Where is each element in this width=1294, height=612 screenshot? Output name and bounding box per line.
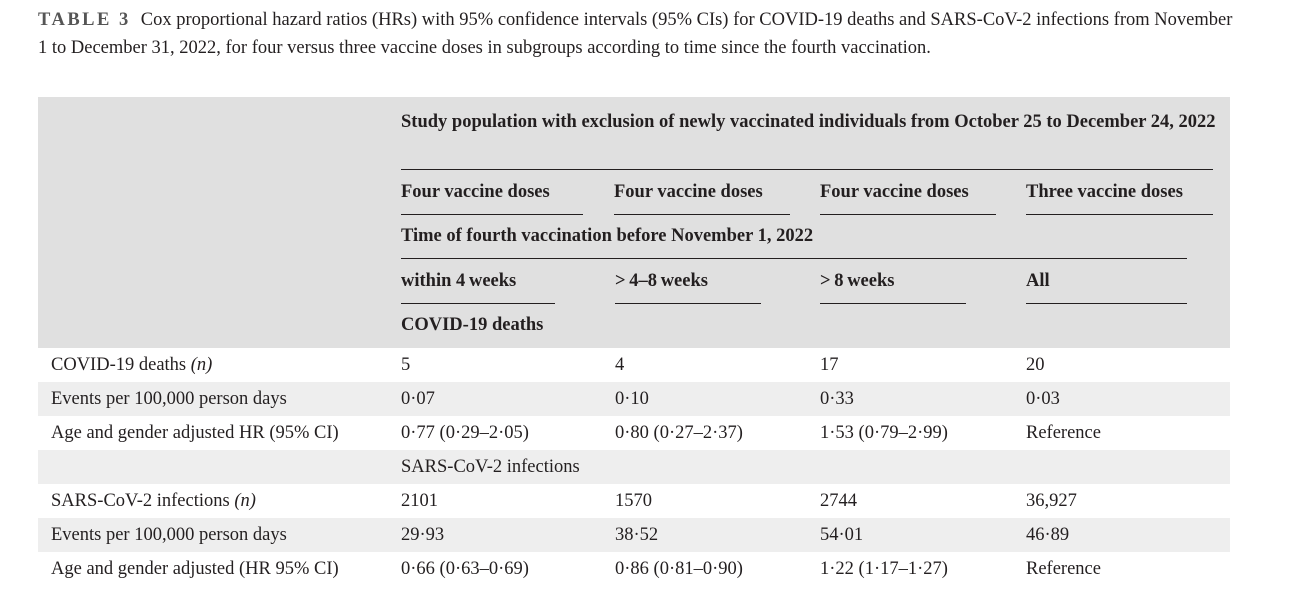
dose-group-heading: Four vaccine doses <box>401 182 550 202</box>
row-label: COVID-19 deaths (n) <box>51 355 213 375</box>
section-heading-deaths: COVID-19 deaths <box>401 315 544 335</box>
table-cell: 0·33 <box>820 389 854 409</box>
timing-group-heading: All <box>1026 271 1050 291</box>
table-row <box>38 484 1230 518</box>
table-cell: Reference <box>1026 423 1101 443</box>
study-population-heading: Study population with exclusion of newly vaccinated individuals from October 25 to December 24, 2022 <box>401 112 1216 132</box>
table-cell: 1570 <box>615 491 652 511</box>
header-rule <box>614 214 790 215</box>
results-table <box>38 97 1230 586</box>
table-cell: 54·01 <box>820 525 864 545</box>
row-label: Age and gender adjusted (HR 95% CI) <box>51 559 339 579</box>
table-cell: 0·66 (0·63–0·69) <box>401 559 529 579</box>
timing-group-heading: > 8 weeks <box>820 271 895 291</box>
header-rule <box>615 303 761 304</box>
header-rule <box>820 214 996 215</box>
header-rule <box>820 303 966 304</box>
table-header <box>38 97 1230 348</box>
header-rule <box>1026 303 1187 304</box>
timing-group-heading: > 4–8 weeks <box>615 271 708 291</box>
table-cell: 0·77 (0·29–2·05) <box>401 423 529 443</box>
table-cell: 0·03 <box>1026 389 1060 409</box>
table-label: TABLE 3 <box>38 10 131 30</box>
header-rule <box>1026 214 1213 215</box>
table-cell: 4 <box>615 355 625 375</box>
table-cell: 5 <box>401 355 411 375</box>
table-cell: Reference <box>1026 559 1101 579</box>
table-row <box>38 416 1230 450</box>
header-rule <box>401 258 1187 259</box>
table-row <box>38 382 1230 416</box>
table-cell: 29·93 <box>401 525 445 545</box>
dose-group-heading: Four vaccine doses <box>820 182 969 202</box>
table-cell: 0·86 (0·81–0·90) <box>615 559 743 579</box>
header-rule <box>401 303 555 304</box>
table-cell: 1·22 (1·17–1·27) <box>820 559 948 579</box>
table-body <box>38 348 1230 586</box>
header-rule <box>401 214 583 215</box>
table-cell: 20 <box>1026 355 1045 375</box>
table-row <box>38 348 1230 382</box>
row-label: Events per 100,000 person days <box>51 525 287 545</box>
table-cell: 36,927 <box>1026 491 1077 511</box>
table-cell: 2744 <box>820 491 857 511</box>
table-cell: 0·10 <box>615 389 649 409</box>
header-rule <box>401 169 1213 170</box>
row-label: SARS-CoV-2 infections (n) <box>51 491 256 511</box>
table-cell: 17 <box>820 355 839 375</box>
dose-group-heading: Four vaccine doses <box>614 182 763 202</box>
table-cell: 38·52 <box>615 525 659 545</box>
section-heading-infections: SARS-CoV-2 infections <box>401 457 580 477</box>
table-cell: 2101 <box>401 491 438 511</box>
row-label: Age and gender adjusted HR (95% CI) <box>51 423 339 443</box>
table-caption <box>38 6 1238 62</box>
table-cell: 0·07 <box>401 389 435 409</box>
table-cell: 46·89 <box>1026 525 1070 545</box>
section-row-infections <box>38 450 1230 484</box>
dose-group-heading: Three vaccine doses <box>1026 182 1183 202</box>
table-cell: 0·80 (0·27–2·37) <box>615 423 743 443</box>
caption-text: Cox proportional hazard ratios (HRs) with 95% confidence intervals (95% CIs) for COVID-19 deaths and SARS-CoV-2 infections from November 1 to December 31, 2022, for four versus three vaccine doses in subgroups according to time since the fourth vaccination. <box>38 10 1233 58</box>
row-label: Events per 100,000 person days <box>51 389 287 409</box>
table-row <box>38 552 1230 586</box>
table-row <box>38 518 1230 552</box>
timing-heading: Time of fourth vaccination before November 1, 2022 <box>401 226 814 246</box>
timing-group-heading: within 4 weeks <box>401 271 517 291</box>
table-cell: 1·53 (0·79–2·99) <box>820 423 948 443</box>
